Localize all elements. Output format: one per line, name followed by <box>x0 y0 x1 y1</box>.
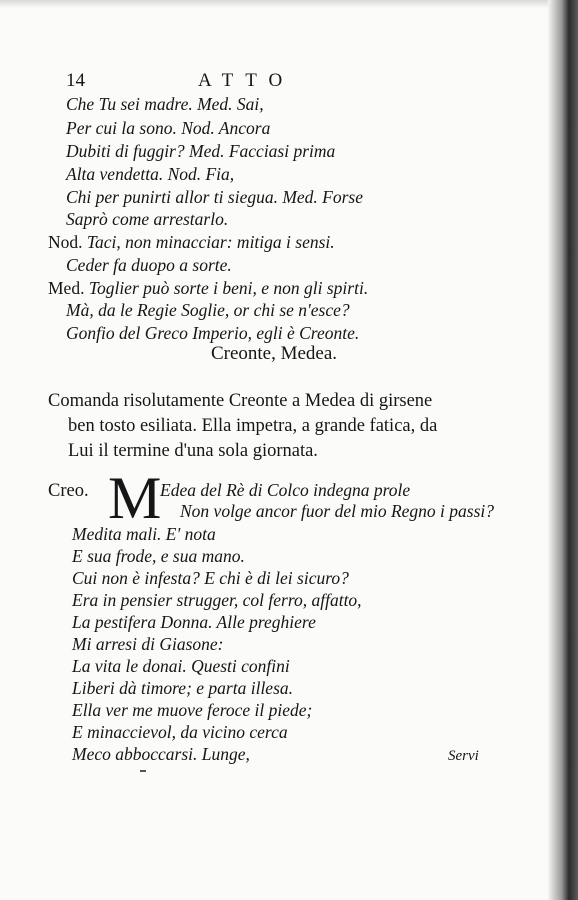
verse-line: Gonfio del Greco Imperio, egli è Creonte. <box>66 323 360 343</box>
verse-line: Cui non è infesta? E chi è di lei sicuro? <box>72 568 349 588</box>
speaker-label: Med. <box>48 278 85 298</box>
verse-line: Ella ver me muove feroce il piede; <box>72 700 313 720</box>
page-number: 14 <box>66 70 85 91</box>
verse-line: La pestifera Donna. Alle preghiere <box>72 612 316 632</box>
verse-line: Ceder fa duopo a sorte. <box>66 255 232 275</box>
running-title: ATTO <box>198 70 295 91</box>
verse-line: Che Tu sei madre. Med. Sai, <box>66 94 264 114</box>
verse-line: Non volge ancor fuor del mio Regno i passi? <box>180 501 495 521</box>
scene-title: Creonte, Medea. <box>210 343 338 364</box>
verse-line: Chi per punirti allor ti siegua. Med. Forse <box>66 187 364 207</box>
verse-line: La vita le donai. Questi confini <box>72 656 290 676</box>
verse-line: Edea del Rè di Colco indegna prole <box>160 480 411 500</box>
verse-line: Meco abboccarsi. Lunge, <box>72 744 250 764</box>
verse-line: Per cui la sono. Nod. Ancora <box>66 118 271 138</box>
verse-line: E sua frode, e sua mano. <box>72 546 245 566</box>
verse-line: Liberi dà timore; e parta illesa. <box>72 678 294 698</box>
verse-line: Mi arresi di Giasone: <box>72 634 224 654</box>
verse-line: Med. Toglier può sorte i beni, e non gli spirti. <box>48 278 369 298</box>
scene-argument <box>48 389 528 464</box>
verse-line: Mà, da le Regie Soglie, or chi se n'esce? <box>66 300 350 320</box>
argument-line: Comanda risolutamente Creonte a Medea di girsene <box>48 391 433 411</box>
argument-line: Lui il termine d'una sola giornata. <box>68 441 318 461</box>
verse-line: Nod. Taci, non minacciar: mitiga i sensi. <box>48 232 335 252</box>
page-gutter-shadow <box>548 0 578 900</box>
verse-line: Saprò come arrestarlo. <box>66 209 229 229</box>
speaker-label: Creo. <box>48 481 89 501</box>
page-top-edge <box>0 0 578 8</box>
argument-line: ben tosto esiliata. Ella impetra, a grande fatica, da <box>68 416 438 436</box>
verse-line: E minaccievol, da vicino cerca <box>72 722 288 742</box>
verse-line: Dubiti di fuggir? Med. Facciasi prima <box>66 141 336 161</box>
drop-capital: M <box>108 465 162 531</box>
ink-smudge <box>140 770 146 772</box>
catchword: Servi <box>448 748 479 764</box>
verse-line: Alta vendetta. Nod. Fia, <box>66 164 235 184</box>
verse-line: Era in pensier strugger, col ferro, affatto, <box>72 590 362 610</box>
speaker-label: Nod. <box>48 232 83 252</box>
verse-line: Medita mali. E' nota <box>72 524 216 544</box>
